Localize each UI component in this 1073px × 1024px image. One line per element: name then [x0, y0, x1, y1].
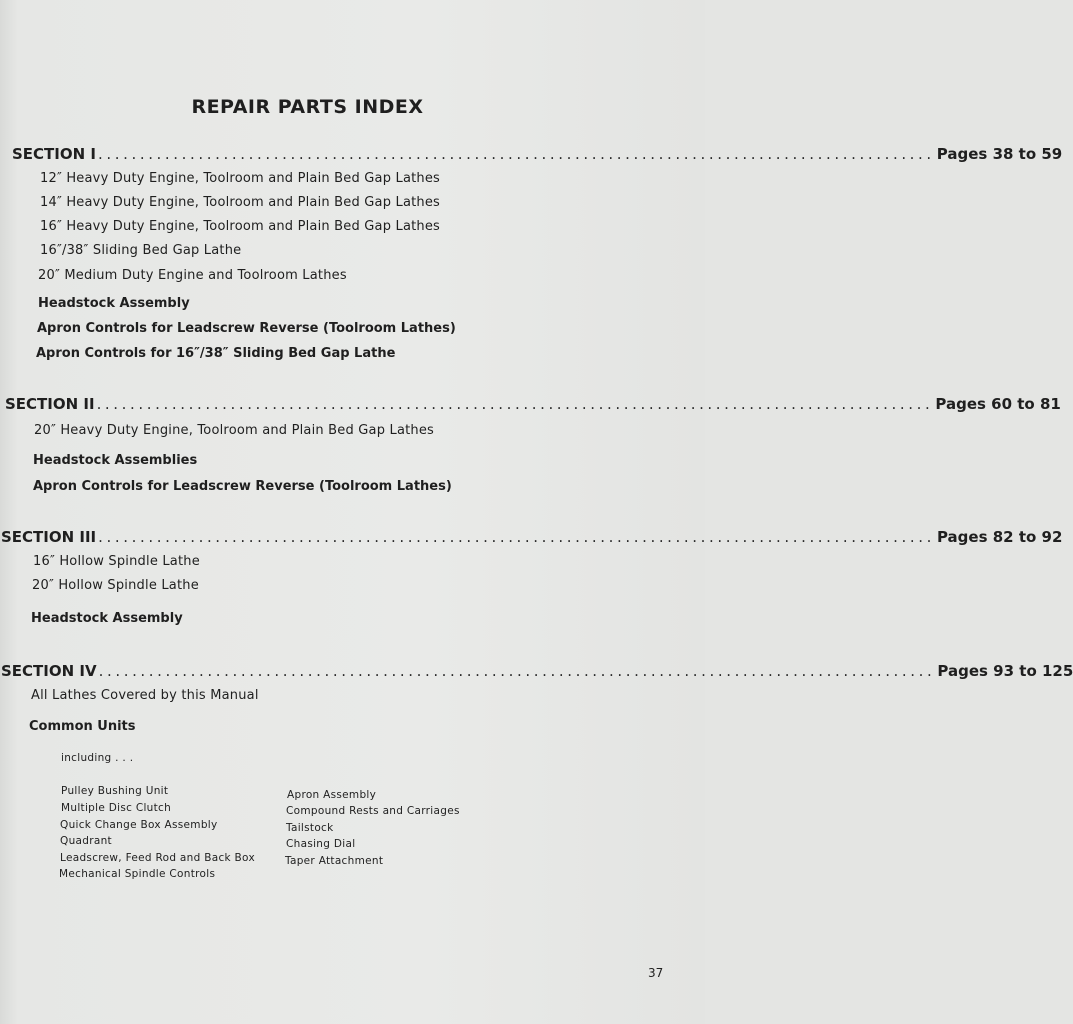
unit-item: Taper Attachment [285, 855, 384, 867]
list-item: 16″ Heavy Duty Engine, Toolroom and Plain Bed Gap Lathes [40, 219, 441, 234]
page-title: REPAIR PARTS INDEX [191, 96, 424, 118]
section-name: SECTION I [12, 145, 96, 163]
assembly-item: Apron Controls for Leadscrew Reverse (Toolroom Lathes) [37, 321, 456, 336]
leader-dots: .................................................................................................... [97, 145, 935, 163]
section-pages: Pages 93 to 125 [937, 662, 1073, 680]
assembly-item: Apron Controls for Leadscrew Reverse (Toolroom Lathes) [33, 479, 452, 494]
unit-item: Apron Assembly [287, 789, 377, 801]
section-name: SECTION IV [1, 662, 97, 680]
section-name: SECTION III [1, 528, 97, 546]
assembly-item: Headstock Assemblies [33, 453, 198, 468]
section-3-heading [1, 528, 1063, 546]
list-item: 12″ Heavy Duty Engine, Toolroom and Plain Bed Gap Lathes [40, 171, 441, 186]
section-pages: Pages 60 to 81 [935, 395, 1061, 413]
leader-dots: .................................................................................................... [96, 395, 934, 413]
assembly-item: Common Units [29, 719, 136, 734]
section-2-heading [5, 395, 1061, 413]
assembly-item: Headstock Assembly [38, 296, 190, 311]
unit-item: Tailstock [286, 822, 334, 834]
list-item: 20″ Medium Duty Engine and Toolroom Lathes [38, 268, 347, 283]
assembly-item: Headstock Assembly [31, 611, 183, 626]
unit-item: Leadscrew, Feed Rod and Back Box [60, 852, 255, 864]
unit-item: Multiple Disc Clutch [61, 802, 172, 814]
unit-item: Quadrant [60, 835, 112, 847]
including-label: including . . . [61, 752, 134, 764]
list-item: 20″ Hollow Spindle Lathe [32, 578, 199, 593]
unit-item: Compound Rests and Carriages [286, 805, 460, 817]
unit-item: Pulley Bushing Unit [61, 785, 169, 797]
section-pages: Pages 38 to 59 [936, 145, 1063, 163]
unit-item: Quick Change Box Assembly [60, 819, 218, 831]
list-item: 16″ Hollow Spindle Lathe [33, 554, 200, 569]
page-number: 37 [648, 966, 664, 980]
section-1-heading [12, 145, 1063, 163]
section-4-heading [1, 662, 1073, 680]
list-item: 20″ Heavy Duty Engine, Toolroom and Plain Bed Gap Lathes [34, 423, 435, 438]
unit-item: Chasing Dial [286, 838, 356, 850]
assembly-item: Apron Controls for 16″/38″ Sliding Bed Gap Lathe [36, 346, 396, 361]
section-name: SECTION II [5, 395, 95, 413]
section-pages: Pages 82 to 92 [936, 528, 1063, 546]
unit-item: Mechanical Spindle Controls [59, 868, 216, 880]
list-item: 16″/38″ Sliding Bed Gap Lathe [40, 243, 242, 258]
leader-dots: .................................................................................................... [98, 662, 936, 680]
list-item: 14″ Heavy Duty Engine, Toolroom and Plain Bed Gap Lathes [40, 195, 441, 210]
leader-dots: .................................................................................................... [98, 528, 935, 546]
list-item: All Lathes Covered by this Manual [31, 688, 259, 703]
